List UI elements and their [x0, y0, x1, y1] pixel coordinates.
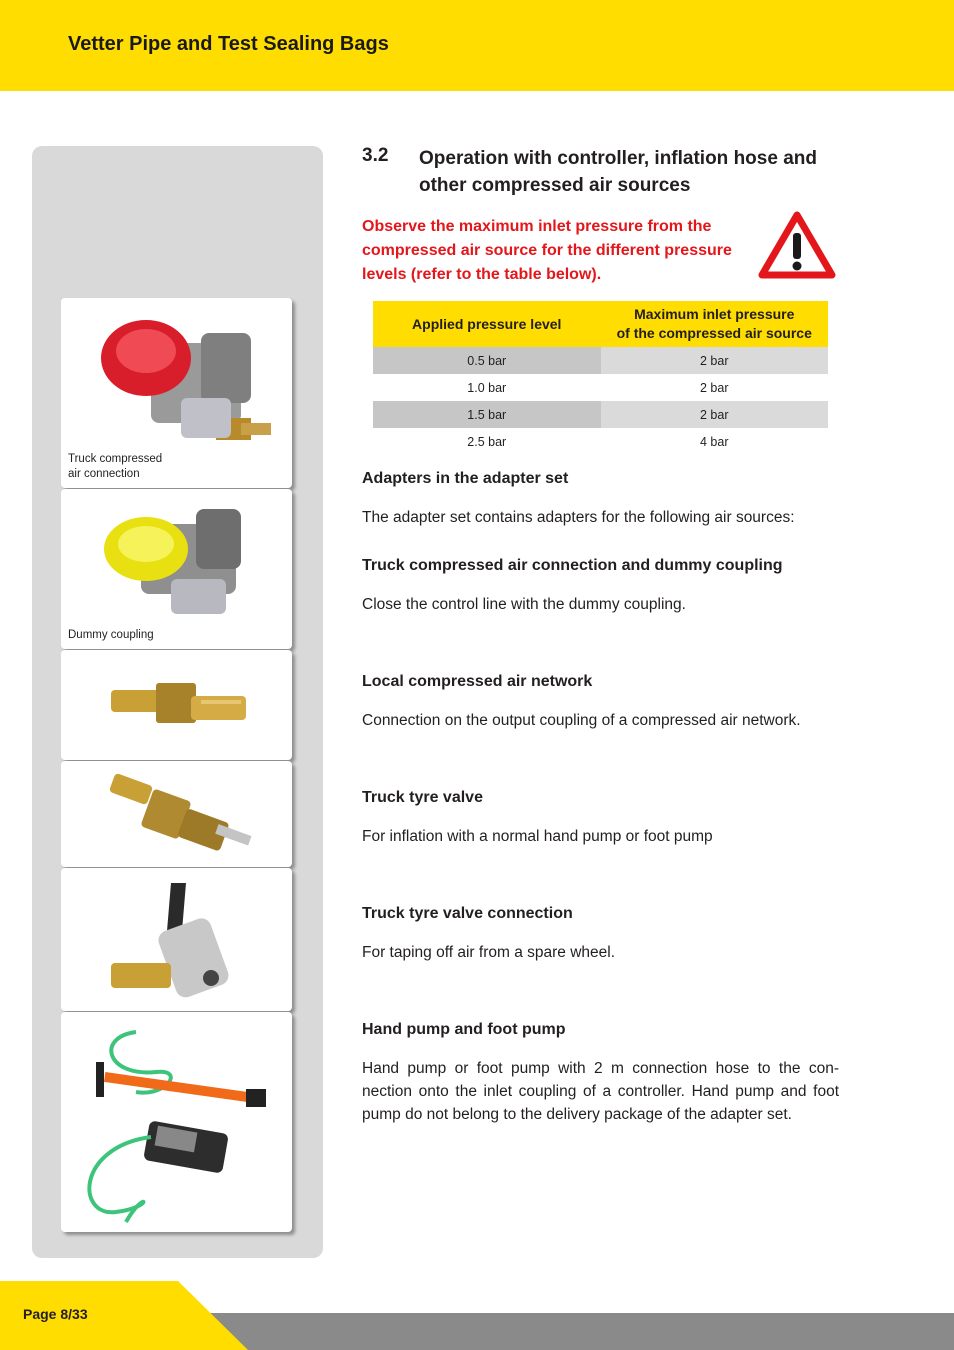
- table-header-applied-pressure: Applied pressure level: [373, 301, 601, 347]
- table-cell: 1.0 bar: [467, 380, 507, 395]
- heading-tyre-valve-connection: Truck tyre valve connection: [362, 905, 573, 922]
- table-row: [373, 401, 828, 428]
- section-title: Operation with controller, inflation hose and other compressed air sources: [419, 148, 817, 196]
- section-number: 3.2: [362, 145, 389, 166]
- table-row: [373, 347, 828, 374]
- table-row: [373, 374, 828, 401]
- table-cell: 0.5 bar: [373, 347, 601, 374]
- tyre-valve-adapter-image: [101, 769, 261, 859]
- text-local-air-network: Connection on the output coupling of a compressed air network.: [362, 712, 801, 729]
- text-truck-tyre-valve: For inflation with a normal hand pump or foot pump: [362, 828, 713, 845]
- pressure-warning-text: Observe the maximum inlet pressure from the compressed air source for the different pressure levels (refer to the table below).: [362, 218, 732, 283]
- table-cell: 2 bar: [700, 380, 729, 395]
- document-title: Vetter Pipe and Test Sealing Bags: [68, 33, 389, 55]
- caption-dummy-coupling: Dummy coupling: [68, 629, 154, 641]
- page-number: Page 8/33: [23, 1306, 88, 1322]
- caption-truck-compressed-air: Truck compressed air connection: [68, 453, 163, 480]
- tyre-valve-connection-image: [106, 873, 256, 1008]
- table-header-max-inlet-pressure: Maximum inlet pressure of the compressed air source: [601, 301, 829, 347]
- brass-nipple-adapter-image: [101, 668, 261, 748]
- pressure-table: [373, 301, 828, 455]
- page-header: [0, 0, 954, 91]
- text-hand-foot-pump: Hand pump or foot pump with 2 m connection hose to the con-nection onto the inlet coupling of a controller. Hand pump and foot pump do not belong to the delivery package of the adapter set.: [362, 1060, 839, 1123]
- text-tyre-valve-connection: For taping off air from a spare wheel.: [362, 944, 616, 961]
- table-cell: 2 bar: [601, 401, 829, 428]
- truck-coupling-photo-card: [61, 298, 292, 488]
- heading-truck-tyre-valve: Truck tyre valve: [362, 789, 483, 806]
- table-cell: 2 bar: [601, 347, 829, 374]
- pumps-photo-card: [61, 1012, 292, 1232]
- heading-adapters-in-set: Adapters in the adapter set: [362, 470, 569, 487]
- truck-coupling-red-image: [81, 303, 281, 473]
- table-header-row: [373, 301, 828, 347]
- air-network-adapter-photo-card: [61, 650, 292, 760]
- dummy-coupling-photo-card: [61, 489, 292, 649]
- dummy-coupling-yellow-image: [86, 499, 266, 624]
- table-cell: 2.5 bar: [467, 434, 507, 449]
- tyre-valve-adapter-photo-card: [61, 761, 292, 867]
- heading-local-air-network: Local compressed air network: [362, 673, 593, 690]
- table-row: [373, 428, 828, 455]
- heading-hand-foot-pump: Hand pump and foot pump: [362, 1021, 566, 1038]
- text-truck-compressed-air: Close the control line with the dummy coupling.: [362, 596, 686, 613]
- tyre-valve-connection-photo-card: [61, 868, 292, 1011]
- table-cell: 4 bar: [700, 434, 729, 449]
- hand-and-foot-pump-image: [76, 1017, 276, 1227]
- text-adapters-in-set: The adapter set contains adapters for the following air sources:: [362, 509, 795, 526]
- heading-truck-compressed-air: Truck compressed air connection and dummy coupling: [362, 557, 783, 574]
- table-cell: 1.5 bar: [373, 401, 601, 428]
- warning-triangle-icon: [758, 211, 836, 279]
